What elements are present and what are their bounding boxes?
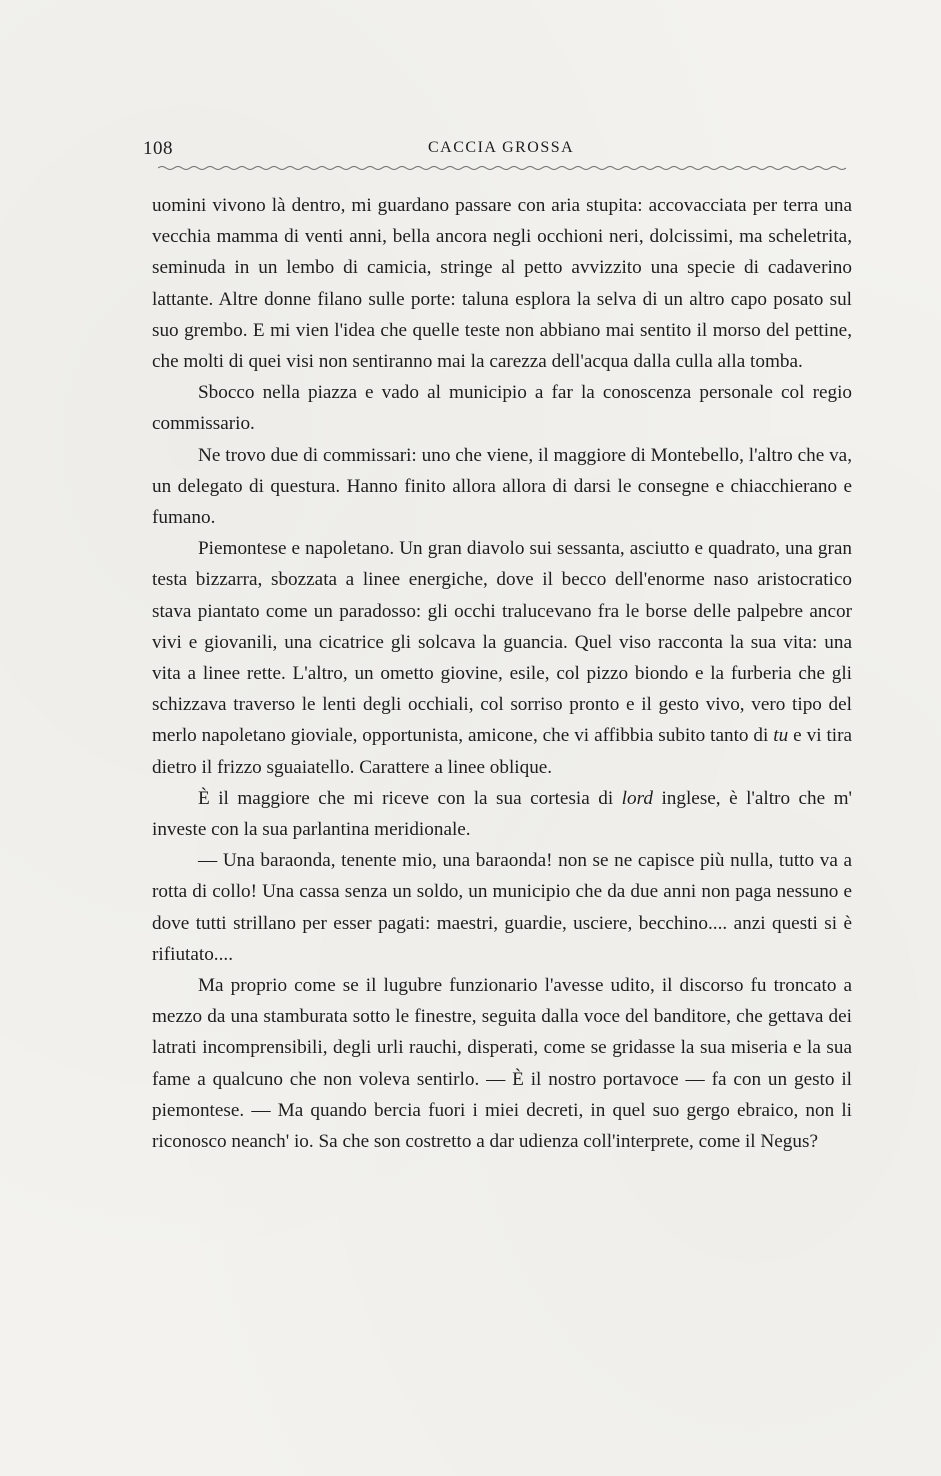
paragraph-4-text-a: Piemontese e napoletano. Un gran diavolo sui sessanta, asciutto e quadrato, una gran testa bizzarra, sbozzata a linee energiche, dove il becco dell'enorme naso aristocratico stava piantato come un paradosso: gli occhi tralucevano fra le borse delle palpebre ancor vivi e giovanili, una cicatrice gli solcava la guancia. Quel viso racconta la sua vita: una vita a linee rette. L'altro, un ometto giovine, esile, col pizzo biondo e la furberia che gli schizzava traverso le lenti degli occhiali, col sorriso pronto e il gesto vivo, vero tipo del merlo napoletano gioviale, opportunista, amicone, che vi affibbia subito tanto di [152, 538, 852, 747]
paragraph-7: Ma proprio come se il lugubre funzionario l'avesse udito, il discorso fu troncato a mezzo da una stamburata sotto le finestre, seguita dalla voce del banditore, che gettava dei latrati incomprensibili, degli urli rauchi, disperati, come se gridasse la sua miseria e la sua fame a qualcuno che non voleva sentirlo. — È il nostro portavoce — fa con un gesto il piemontese. — Ma quando bercia fuori i miei decreti, in quel suo gergo ebraico, non li riconosco neanch' io. Sa che son costretto a dar udienza coll'interprete, come il Negus? [152, 975, 852, 1153]
header-ornamental-rule [158, 164, 846, 172]
body-text [152, 190, 852, 1157]
paragraph-1: uomini vivono là dentro, mi guardano passare con aria stupita: accovacciata per terra una vecchia mamma di venti anni, bella ancora negli occhioni neri, dolcissimi, ma scheletrita, seminuda in un lembo di camicia, stringe al petto avvizzito una specie di cadaverino lattante. Altre donne filano sulle porte: taluna esplora la selva di un altro capo posato sul suo grembo. E mi vien l'idea che quelle teste non abbiano mai sentito il morso del pettine, che molti di quei visi non sentiranno mai la carezza dell'acqua dalla culla alla tomba. [152, 195, 852, 373]
paragraph-3: Ne trovo due di commissari: uno che viene, il maggiore di Montebello, l'altro che va, un delegato di questura. Hanno finito allora allora di darsi le consegne e chiacchierano e fumano. [152, 444, 852, 529]
page-header [143, 138, 853, 160]
paragraph-6: — Una baraonda, tenente mio, una baraonda! non se ne capisce più nulla, tutto va a rotta di collo! Una cassa senza un soldo, un municipio che da due anni non paga nessuno e dove tutti strillano per esser pagati: maestri, guardie, usciere, becchino.... anzi questi si è rifiutato.... [152, 850, 852, 965]
paragraph-4-text-b: e vi tira dietro il frizzo sguaiatello. Carattere a linee oblique. [152, 725, 853, 778]
paragraph-2: Sbocco nella piazza e vado al municipio a far la conoscenza personale col regio commissario. [152, 382, 852, 435]
paragraph-4-italic: tu [773, 725, 789, 747]
paragraph-5-italic: lord [621, 787, 653, 809]
paragraph-4 [152, 533, 852, 783]
paragraph-5 [152, 783, 852, 845]
paragraph-5-text-a: È il maggiore che mi riceve con la sua cortesia di [198, 787, 614, 809]
running-title: CACCIA GROSSA [428, 139, 575, 156]
page-number: 108 [143, 138, 173, 159]
paragraph-5-text-b: inglese, è l'altro che m' investe con la sua parlantina meridionale. [152, 787, 853, 841]
